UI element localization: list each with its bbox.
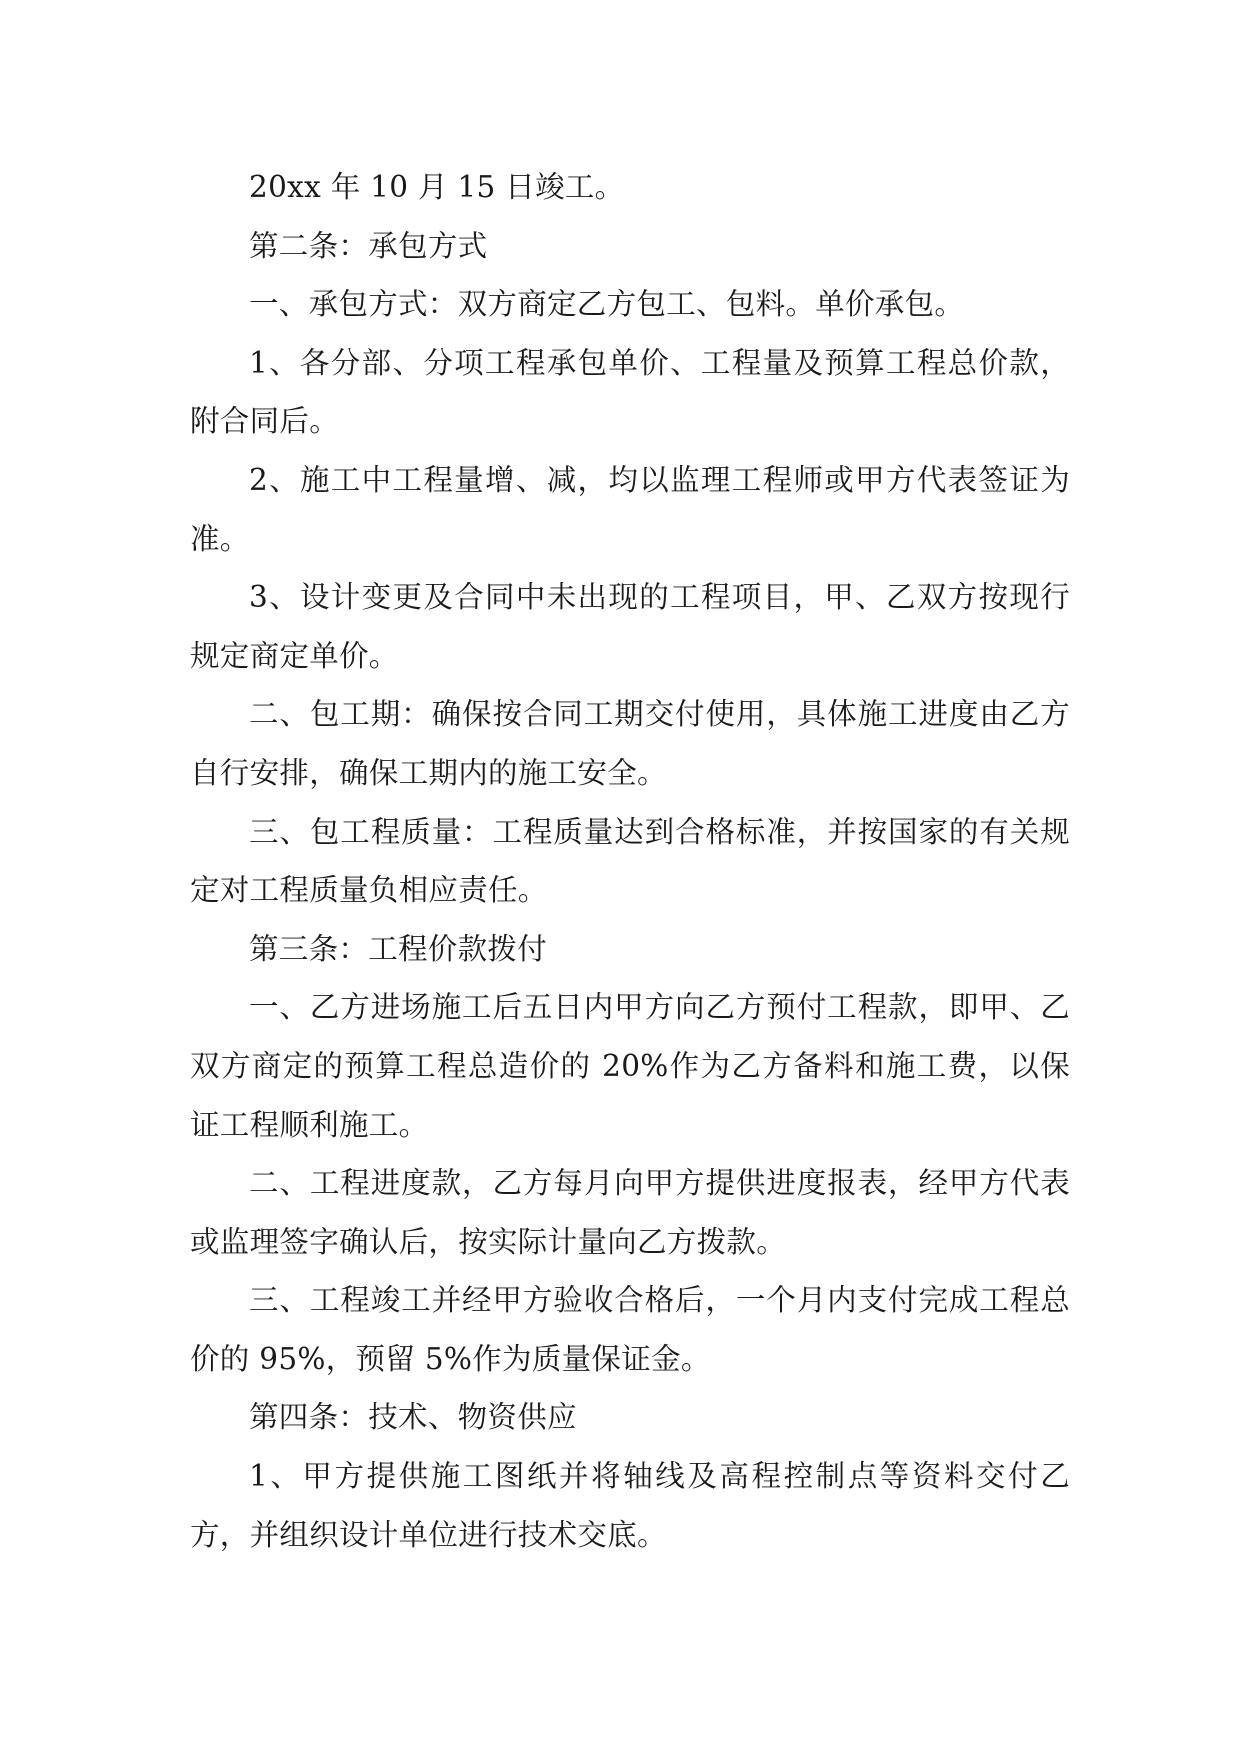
paragraph-completion-date: 20xx 年 10 月 15 日竣工。 — [249, 170, 625, 204]
heading-article-4: 第四条：技术、物资供应 — [249, 1400, 577, 1435]
paragraph-design-change: 3、设计变更及合同中未出现的工程项目，甲、乙双方按现行规定商定单价。 — [190, 580, 1070, 673]
paragraph-construction-period: 二、包工期：确保按合同工期交付使用，具体施工进度由乙方自行安排，确保工期内的施工安全。 — [190, 697, 1070, 790]
document-body — [190, 158, 1070, 1564]
paragraph-final-payment: 三、工程竣工并经甲方验收合格后，一个月内支付完成工程总价的 95%，预留 5%作为质量保证金。 — [190, 1283, 1070, 1376]
paragraph-contract-method: 一、承包方式：双方商定乙方包工、包料。单价承包。 — [249, 287, 965, 322]
paragraph-technical-supply: 1、甲方提供施工图纸并将轴线及高程控制点等资料交付乙方，并组织设计单位进行技术交底。 — [190, 1459, 1070, 1552]
paragraph-progress-payment: 二、工程进度款，乙方每月向甲方提供进度报表，经甲方代表或监理签字确认后，按实际计量向乙方拨款。 — [190, 1166, 1070, 1259]
paragraph-quantity-change: 2、施工中工程量增、减，均以监理工程师或甲方代表签证为准。 — [190, 462, 1070, 556]
paragraph-advance-payment: 一、乙方进场施工后五日内甲方向乙方预付工程款，即甲、乙双方商定的预算工程总造价的 20%作为乙方备料和施工费，以保证工程顺利施工。 — [190, 990, 1070, 1142]
heading-article-3: 第三条：工程价款拨付 — [249, 931, 548, 966]
paragraph-unit-price: 1、各分部、分项工程承包单价、工程量及预算工程总价款，附合同后。 — [190, 345, 1070, 439]
paragraph-quality: 三、包工程质量：工程质量达到合格标准，并按国家的有关规定对工程质量负相应责任。 — [190, 814, 1070, 908]
heading-article-2: 第二条：承包方式 — [249, 228, 488, 263]
